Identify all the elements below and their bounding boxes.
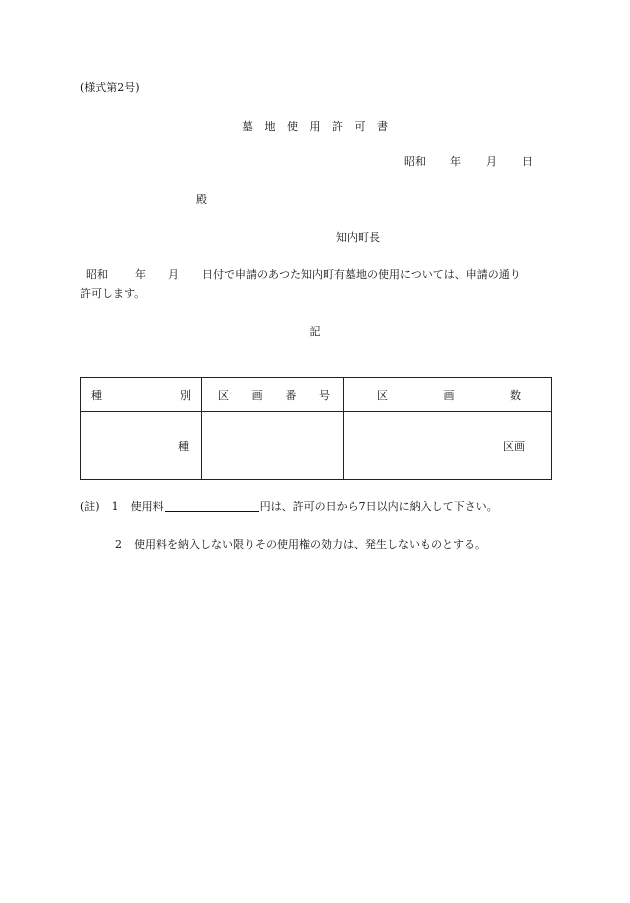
header-plot-count	[344, 378, 552, 412]
header-plot-count-char: 数	[510, 388, 521, 402]
unit-type: 種	[178, 439, 189, 453]
issuer-name: 知内町長	[336, 231, 380, 244]
unit-plot-count: 区画	[503, 439, 525, 453]
header-plot-number-char: 番	[285, 388, 297, 402]
body-year: 年	[135, 268, 146, 281]
date-month: 月	[486, 155, 497, 168]
table-header-row	[81, 378, 552, 412]
header-plot-number-char: 画	[251, 388, 263, 402]
fee-blank-line[interactable]	[165, 500, 259, 512]
body-month: 月	[168, 268, 179, 281]
addressee-suffix: 殿	[196, 193, 207, 206]
body-line-2: 許可します。	[80, 287, 146, 300]
table-row	[81, 412, 552, 480]
date-era: 昭和	[404, 155, 426, 168]
date-day: 日	[522, 155, 533, 168]
cell-plot-count[interactable]	[344, 412, 552, 480]
note-1-pre: 使用料	[130, 500, 164, 513]
header-plot-number-char: 号	[318, 388, 330, 402]
header-plot-count-char: 区	[377, 388, 388, 402]
date-year: 年	[450, 155, 461, 168]
ki-heading: 記	[309, 325, 321, 338]
body-text-1: 日付で申請のあつた知内町有墓地の使用については、申請の通り	[202, 268, 521, 281]
note-2	[115, 538, 486, 552]
header-type	[81, 378, 202, 412]
cell-plot-number[interactable]	[202, 412, 344, 480]
header-type-char: 種	[91, 388, 102, 402]
header-plot-number-char: 区	[218, 388, 229, 402]
note-2-number: 2	[115, 538, 122, 551]
header-plot-count-char: 画	[443, 388, 455, 402]
issue-date	[404, 155, 533, 169]
note-1	[80, 500, 498, 514]
note-label: (註)	[80, 500, 100, 513]
note-1-post: 円は、許可の日から7日以内に納入して下さい。	[259, 500, 498, 513]
usage-table	[80, 377, 552, 480]
header-plot-number	[202, 378, 344, 412]
document-title: 墓 地 使 用 許 可 書	[242, 120, 388, 133]
body-line-1	[86, 268, 521, 282]
cell-type[interactable]	[81, 412, 202, 480]
note-2-text: 使用料を納入しない限りその使用権の効力は、発生しないものとする。	[134, 538, 486, 551]
body-era: 昭和	[86, 268, 108, 281]
header-type-char: 別	[180, 388, 191, 402]
note-1-number: 1	[111, 500, 119, 513]
form-number: (様式第2号)	[80, 81, 140, 94]
